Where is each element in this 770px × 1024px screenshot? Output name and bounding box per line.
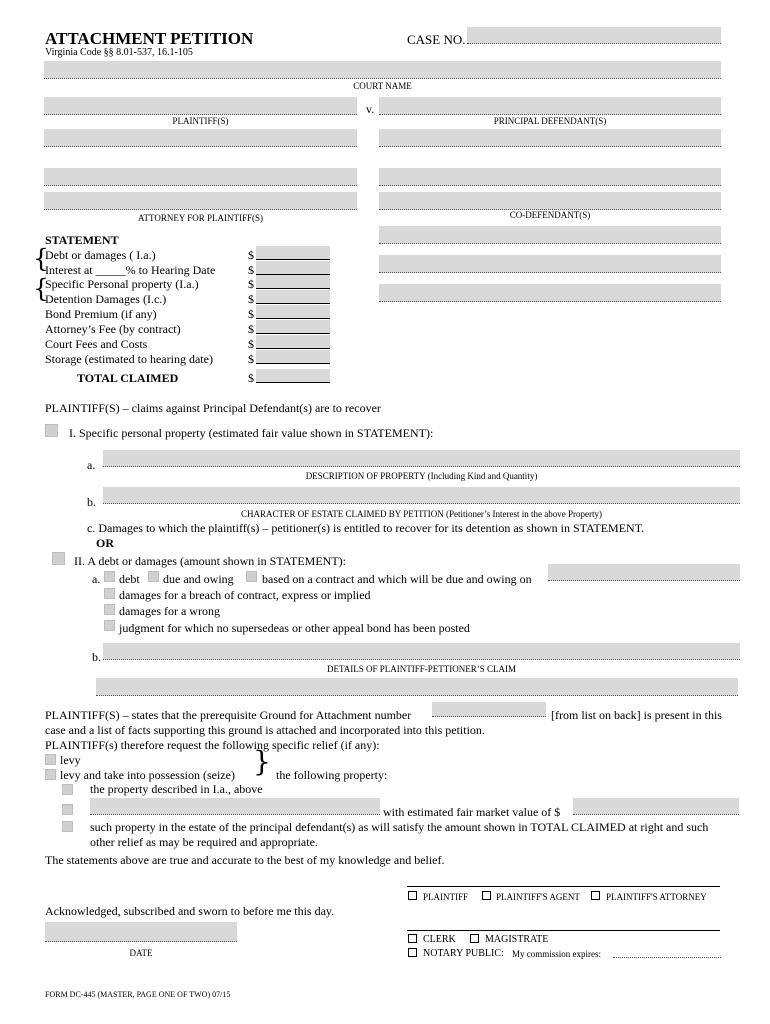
- following-property-label: the following property:: [276, 768, 388, 782]
- co-defendant-field-1[interactable]: [379, 226, 721, 244]
- debt-checkbox[interactable]: [104, 571, 115, 582]
- amount-field[interactable]: [256, 246, 330, 260]
- dollar-sign: $: [248, 292, 254, 306]
- amount-field[interactable]: [256, 290, 330, 304]
- date-caption: DATE: [129, 948, 153, 958]
- amount-field[interactable]: [256, 335, 330, 349]
- co-defendant-field-2[interactable]: [379, 255, 721, 273]
- levy-label: levy: [60, 753, 81, 767]
- co-defendant-field-3[interactable]: [379, 284, 721, 302]
- estate-text: such property in the estate of the principal defendant(s) as will satisfy the amount shown in TOTAL CLAIMED at right and such: [90, 820, 709, 834]
- debt-label: debt: [119, 572, 140, 586]
- estate-character-field[interactable]: [103, 487, 740, 504]
- agent-role-label: PLAINTIFF'S AGENT: [496, 892, 580, 902]
- described-property-label: the property described in I.a., above: [90, 782, 263, 796]
- ground-text: PLAINTIFF(S) – states that the prerequisite Ground for Attachment number: [45, 708, 412, 722]
- contract-checkbox[interactable]: [246, 571, 257, 582]
- plaintiff-field-2[interactable]: [44, 129, 357, 147]
- item-b-label: b.: [87, 495, 96, 509]
- described-property-checkbox[interactable]: [62, 784, 73, 795]
- ground-number-field[interactable]: [432, 702, 546, 717]
- clerk-checkbox[interactable]: [408, 934, 417, 943]
- brace-icon: {: [33, 244, 49, 273]
- wrong-checkbox[interactable]: [104, 604, 115, 615]
- versus-label: v.: [366, 102, 375, 116]
- attorney-caption: ATTORNEY FOR PLAINTIFF(S): [137, 213, 263, 223]
- plaintiff-role-label: PLAINTIFF: [423, 892, 469, 902]
- estate-character-caption: CHARACTER OF ESTATE CLAIMED BY PETITION (Petitioner’s Interest in the above Property): [241, 509, 602, 519]
- item-a-label: a.: [92, 572, 101, 586]
- claim-details-field-2[interactable]: [96, 678, 738, 696]
- ground-text-cont: [from list on back] is present in this: [551, 708, 722, 722]
- due-date-field[interactable]: [548, 564, 740, 581]
- item-a-label: a.: [87, 458, 96, 472]
- or-label: OR: [96, 536, 114, 550]
- dollar-sign: $: [248, 307, 254, 321]
- form-title: ATTACHMENT PETITION: [45, 29, 254, 48]
- statement-row: Bond Premium (if any): [45, 307, 157, 321]
- co-defendant-caption: CO-DEFENDANT(S): [509, 210, 591, 220]
- dollar-sign: $: [248, 337, 254, 351]
- notary-checkbox[interactable]: [408, 948, 417, 957]
- principal-defendant-field-4[interactable]: [379, 192, 721, 210]
- plaintiff-field[interactable]: [44, 97, 357, 115]
- magistrate-checkbox[interactable]: [470, 934, 479, 943]
- claims-intro: PLAINTIFF(S) – claims against Principal Defendant(s) are to recover: [45, 401, 381, 415]
- section-ii-checkbox[interactable]: [52, 552, 65, 565]
- attorney-role-label: PLAINTIFF'S ATTORNEY: [606, 892, 707, 902]
- seize-label: levy and take into possession (seize): [60, 768, 235, 782]
- dollar-sign: $: [248, 322, 254, 336]
- statement-row: Attorney’s Fee (by contract): [45, 322, 181, 336]
- statement-heading: STATEMENT: [45, 233, 119, 247]
- court-name-field[interactable]: [44, 61, 721, 79]
- acknowledgment-text: Acknowledged, subscribed and sworn to before me this day.: [45, 904, 335, 918]
- principal-defendant-field-2[interactable]: [379, 129, 721, 147]
- signature-line: [407, 886, 720, 887]
- property-description-field[interactable]: [103, 450, 740, 467]
- other-property-checkbox[interactable]: [62, 804, 73, 815]
- dollar-sign: $: [248, 352, 254, 366]
- dollar-sign: $: [248, 263, 254, 277]
- statement-row: Specific Personal property (I.a.): [45, 277, 199, 291]
- due-owing-checkbox[interactable]: [148, 571, 159, 582]
- magistrate-label: MAGISTRATE: [485, 934, 549, 945]
- amount-field[interactable]: [256, 275, 330, 289]
- date-field[interactable]: [45, 922, 237, 942]
- principal-defendant-field[interactable]: [379, 97, 721, 115]
- statement-row: Detention Damages (I.c.): [45, 292, 167, 306]
- statement-row: Interest at _____% to Hearing Date: [45, 263, 216, 277]
- section-ii-label: II. A debt or damages (amount shown in STATEMENT):: [74, 554, 346, 568]
- amount-field[interactable]: [256, 261, 330, 275]
- plaintiff-checkbox[interactable]: [408, 891, 417, 900]
- section-i-label: I. Specific personal property (estimated fair value shown in STATEMENT):: [69, 426, 434, 440]
- officer-signature-line: [407, 930, 720, 931]
- statement-row: Court Fees and Costs: [45, 337, 148, 351]
- statute-reference: Virginia Code §§ 8.01-537, 16.1-105: [45, 47, 193, 58]
- notary-label: NOTARY PUBLIC:: [423, 948, 504, 959]
- principal-defendant-field-3[interactable]: [379, 168, 721, 186]
- form-footer: FORM DC-445 (MASTER, PAGE ONE OF TWO) 07/15: [45, 990, 231, 999]
- ground-line-2: case and a list of facts supporting this ground is attached and incorporated into this petition.: [45, 723, 485, 737]
- estate-text-2: other relief as may be required and appropriate.: [90, 835, 318, 849]
- clerk-label: CLERK: [423, 934, 456, 945]
- case-no-label: CASE NO.: [407, 32, 466, 47]
- item-c-text: c. Damages to which the plaintiff(s) – petitioner(s) is entitled to recover for its detention as shown in STATEMENT.: [87, 521, 645, 535]
- attorney-field-2[interactable]: [44, 192, 357, 210]
- plaintiff-caption: PLAINTIFF(S): [172, 116, 229, 126]
- statement-row: Debt or damages ( I.a.): [45, 248, 156, 262]
- commission-label: My commission expires:: [512, 949, 601, 959]
- total-claimed-field[interactable]: [256, 369, 330, 383]
- estate-checkbox[interactable]: [62, 821, 73, 832]
- ground-line-3: PLAINTIFF(s) therefore request the following specific relief (if any):: [45, 738, 380, 752]
- section-i-checkbox[interactable]: [45, 424, 58, 437]
- breach-checkbox[interactable]: [104, 588, 115, 599]
- statement-row: Storage (estimated to hearing date): [45, 352, 213, 366]
- property-description-caption: DESCRIPTION OF PROPERTY (Including Kind and Quantity): [305, 471, 538, 481]
- breach-label: damages for a breach of contract, express or implied: [119, 588, 371, 602]
- contract-label: based on a contract and which will be due and owing on: [262, 572, 532, 586]
- due-owing-label: due and owing: [163, 572, 234, 586]
- attorney-field[interactable]: [44, 168, 357, 186]
- wrong-label: damages for a wrong: [119, 604, 220, 618]
- court-name-caption: COURT NAME: [353, 81, 412, 91]
- levy-checkbox[interactable]: [45, 754, 56, 765]
- principal-defendant-caption: PRINCIPAL DEFENDANT(S): [493, 116, 607, 126]
- dollar-sign: $: [248, 371, 254, 385]
- agent-checkbox[interactable]: [482, 891, 491, 900]
- judgment-label: judgment for which no supersedeas or other appeal bond has been posted: [119, 621, 470, 635]
- attestation-text: The statements above are true and accurate to the best of my knowledge and belief.: [45, 853, 445, 867]
- item-b-label: b.: [92, 650, 101, 664]
- attorney-checkbox[interactable]: [591, 891, 600, 900]
- claim-details-caption: DETAILS OF PLAINTIFF-PETTIONER’S CLAIM: [326, 664, 517, 674]
- case-no-field[interactable]: [467, 27, 721, 44]
- dollar-sign: $: [248, 248, 254, 262]
- fair-market-value-field[interactable]: [573, 798, 739, 815]
- seize-checkbox[interactable]: [45, 769, 56, 780]
- amount-field[interactable]: [256, 320, 330, 334]
- amount-field[interactable]: [256, 305, 330, 319]
- fair-market-value-label: with estimated fair market value of $: [383, 805, 561, 819]
- judgment-checkbox[interactable]: [104, 620, 115, 631]
- close-brace-icon: }: [253, 745, 271, 778]
- claim-details-field[interactable]: [103, 643, 740, 660]
- commission-expiry-field[interactable]: [613, 946, 721, 958]
- other-property-field[interactable]: [90, 798, 380, 815]
- amount-field[interactable]: [256, 350, 330, 364]
- brace-icon: {: [33, 274, 49, 303]
- dollar-sign: $: [248, 277, 254, 291]
- total-claimed-label: TOTAL CLAIMED: [77, 371, 179, 385]
